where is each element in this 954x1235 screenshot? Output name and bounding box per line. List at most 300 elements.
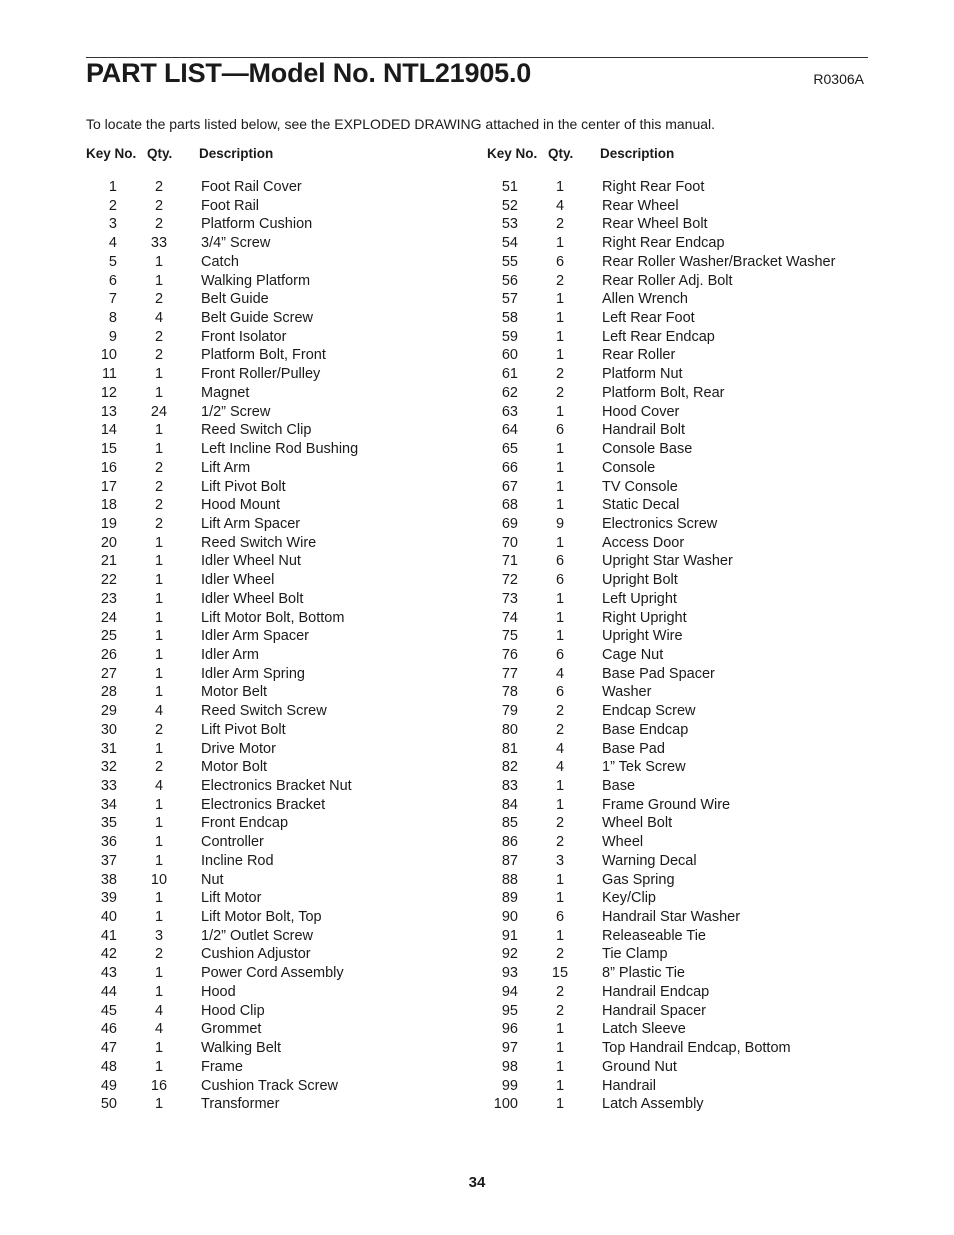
part-description: Magnet xyxy=(201,384,250,401)
part-qty: 2 xyxy=(154,216,164,233)
part-key-no: 37 xyxy=(100,852,117,869)
part-qty: 1 xyxy=(555,796,565,813)
part-description: Lift Arm xyxy=(201,459,251,476)
part-key-no: 54 xyxy=(501,235,518,252)
part-description: Hood Cover xyxy=(602,403,680,420)
part-description: Console xyxy=(602,459,656,476)
part-qty: 1 xyxy=(555,1040,565,1057)
part-description: Grommet xyxy=(201,1021,262,1038)
part-key-no: 15 xyxy=(100,441,117,458)
part-description: Transformer xyxy=(201,1096,280,1113)
part-description: Idler Wheel Nut xyxy=(201,553,301,570)
description-header: Description xyxy=(199,146,274,161)
part-description: Front Isolator xyxy=(201,328,287,345)
part-description: Cushion Adjustor xyxy=(201,946,311,963)
part-qty: 1 xyxy=(555,291,565,308)
part-qty: 1 xyxy=(555,534,565,551)
part-qty: 1 xyxy=(555,890,565,907)
part-qty: 1 xyxy=(555,628,565,645)
part-description: Lift Pivot Bolt xyxy=(201,721,286,738)
part-description: Platform Bolt, Front xyxy=(201,347,326,364)
part-description: Hood Mount xyxy=(201,497,280,514)
part-description: Console Base xyxy=(602,441,693,458)
part-qty: 1 xyxy=(154,253,164,270)
part-description: Upright Bolt xyxy=(602,572,678,589)
part-key-no: 25 xyxy=(100,628,117,645)
part-key-no: 56 xyxy=(501,272,518,289)
part-key-no: 87 xyxy=(501,852,518,869)
part-qty: 1 xyxy=(555,590,565,607)
part-qty: 1 xyxy=(555,347,565,364)
part-key-no: 96 xyxy=(501,1021,518,1038)
part-key-no: 22 xyxy=(100,572,117,589)
part-key-no: 59 xyxy=(501,328,518,345)
part-qty: 1 xyxy=(555,235,565,252)
part-qty: 4 xyxy=(154,310,164,327)
part-key-no: 66 xyxy=(501,459,518,476)
part-qty: 1 xyxy=(555,609,565,626)
part-qty: 15 xyxy=(551,965,569,982)
part-key-no: 8 xyxy=(108,310,117,327)
part-description: Electronics Bracket Nut xyxy=(201,778,352,794)
part-key-no: 21 xyxy=(100,553,117,570)
part-key-no: 60 xyxy=(501,347,518,364)
part-description: Tie Clamp xyxy=(602,946,668,963)
part-key-no: 74 xyxy=(501,609,518,626)
part-description: Idler Wheel xyxy=(201,572,275,589)
part-key-no: 53 xyxy=(501,216,518,233)
part-description: Upright Wire xyxy=(602,628,683,645)
part-qty: 1 xyxy=(154,272,164,289)
part-key-no: 93 xyxy=(501,965,518,982)
part-key-no: 20 xyxy=(100,534,117,551)
part-description: Idler Arm Spacer xyxy=(201,628,309,645)
part-key-no: 49 xyxy=(100,1077,117,1094)
part-qty: 1 xyxy=(555,403,565,420)
part-qty: 4 xyxy=(154,778,164,794)
part-description: Foot Rail xyxy=(201,197,260,214)
part-qty: 2 xyxy=(555,216,565,233)
part-description: Platform Bolt, Rear xyxy=(602,384,725,401)
part-key-no: 83 xyxy=(501,778,518,794)
part-key-no: 82 xyxy=(501,759,518,776)
part-key-no: 47 xyxy=(100,1040,117,1057)
part-description: Nut xyxy=(201,871,224,888)
part-key-no: 31 xyxy=(100,740,117,757)
part-description: Reed Switch Wire xyxy=(201,534,317,551)
part-key-no: 57 xyxy=(501,291,518,308)
part-key-no: 39 xyxy=(100,890,117,907)
part-qty: 1 xyxy=(154,609,164,626)
part-description: Motor Bolt xyxy=(201,759,268,776)
part-description: Latch Sleeve xyxy=(602,1021,686,1038)
part-qty: 2 xyxy=(154,179,164,195)
part-qty: 1 xyxy=(555,441,565,458)
part-qty: 1 xyxy=(154,422,164,439)
part-qty: 3 xyxy=(555,852,565,869)
part-description: Idler Wheel Bolt xyxy=(201,590,304,607)
part-qty: 6 xyxy=(555,572,565,589)
part-key-no: 98 xyxy=(501,1058,518,1075)
part-key-no: 46 xyxy=(100,1021,117,1038)
part-description: Left Upright xyxy=(602,590,677,607)
part-qty: 1 xyxy=(555,328,565,345)
part-key-no: 85 xyxy=(501,815,518,832)
part-key-no: 88 xyxy=(501,871,518,888)
part-key-no: 40 xyxy=(100,909,117,926)
part-key-no: 43 xyxy=(100,965,117,982)
part-description: Catch xyxy=(201,253,239,270)
part-qty: 2 xyxy=(555,272,565,289)
part-qty: 10 xyxy=(150,871,168,888)
part-description: Belt Guide Screw xyxy=(201,310,314,327)
part-qty: 3 xyxy=(154,927,164,944)
part-description: Right Upright xyxy=(602,609,687,626)
part-qty: 1 xyxy=(555,1058,565,1075)
part-key-no: 61 xyxy=(501,366,518,383)
part-qty: 1 xyxy=(555,1021,565,1038)
part-qty: 1 xyxy=(154,1040,164,1057)
part-description: Endcap Screw xyxy=(602,703,696,720)
part-key-no: 89 xyxy=(501,890,518,907)
part-qty: 1 xyxy=(154,441,164,458)
part-qty: 1 xyxy=(154,890,164,907)
part-qty: 1 xyxy=(154,815,164,832)
part-description: Upright Star Washer xyxy=(602,553,733,570)
part-qty: 1 xyxy=(154,366,164,383)
part-key-no: 3 xyxy=(108,216,117,233)
part-description: Base Endcap xyxy=(602,721,689,738)
part-description: Handrail Spacer xyxy=(602,1002,706,1019)
part-description: Top Handrail Endcap, Bottom xyxy=(602,1040,791,1057)
part-description: 1” Tek Screw xyxy=(602,759,686,776)
part-qty: 1 xyxy=(154,740,164,757)
part-qty: 24 xyxy=(150,403,168,420)
part-qty: 2 xyxy=(555,1002,565,1019)
part-qty: 2 xyxy=(555,815,565,832)
part-key-no: 14 xyxy=(100,422,117,439)
part-key-no: 95 xyxy=(501,1002,518,1019)
part-qty: 1 xyxy=(555,927,565,944)
part-qty: 1 xyxy=(154,965,164,982)
part-qty: 2 xyxy=(154,478,164,495)
part-key-no: 17 xyxy=(100,478,117,495)
part-key-no: 27 xyxy=(100,665,117,682)
part-qty: 1 xyxy=(555,497,565,514)
part-qty: 2 xyxy=(555,834,565,851)
key-no-header: Key No. xyxy=(487,146,538,161)
part-description: Lift Motor xyxy=(201,890,262,907)
part-key-no: 5 xyxy=(108,253,117,270)
part-description: Ground Nut xyxy=(602,1058,677,1075)
part-description: 3/4” Screw xyxy=(201,235,271,252)
part-qty: 2 xyxy=(555,703,565,720)
part-description: Belt Guide xyxy=(201,291,269,308)
part-key-no: 18 xyxy=(100,497,117,514)
part-description: Hood xyxy=(201,983,236,1000)
part-description: Front Endcap xyxy=(201,815,289,832)
part-key-no: 33 xyxy=(100,778,117,794)
intro-text: To locate the parts listed below, see the EXPLODED DRAWING attached in the center of this manual. xyxy=(86,116,716,132)
part-key-no: 19 xyxy=(100,515,117,532)
part-key-no: 70 xyxy=(501,534,518,551)
part-key-no: 13 xyxy=(100,403,117,420)
part-qty: 6 xyxy=(555,909,565,926)
part-qty: 33 xyxy=(150,235,168,252)
part-key-no: 90 xyxy=(501,909,518,926)
part-key-no: 32 xyxy=(100,759,117,776)
part-description: Power Cord Assembly xyxy=(201,965,344,982)
part-description: TV Console xyxy=(602,478,678,495)
part-qty: 4 xyxy=(154,1002,164,1019)
part-description: 1/2” Screw xyxy=(201,403,271,420)
part-description: Lift Pivot Bolt xyxy=(201,478,286,495)
part-key-no: 6 xyxy=(108,272,117,289)
part-description: Latch Assembly xyxy=(602,1096,704,1113)
part-description: Releaseable Tie xyxy=(602,927,706,944)
part-description: Base xyxy=(602,778,636,794)
part-key-no: 48 xyxy=(100,1058,117,1075)
part-key-no: 80 xyxy=(501,721,518,738)
part-description: Foot Rail Cover xyxy=(201,179,302,195)
part-qty: 1 xyxy=(154,852,164,869)
part-key-no: 26 xyxy=(100,646,117,663)
part-qty: 2 xyxy=(154,946,164,963)
part-key-no: 23 xyxy=(100,590,117,607)
part-qty: 16 xyxy=(150,1077,168,1094)
part-description: Base Pad xyxy=(602,740,665,757)
part-description: Wheel xyxy=(602,834,644,851)
part-qty: 1 xyxy=(154,628,164,645)
part-key-no: 71 xyxy=(501,553,518,570)
part-description: Right Rear Foot xyxy=(602,179,705,195)
part-key-no: 16 xyxy=(100,459,117,476)
part-description: Base Pad Spacer xyxy=(602,665,715,682)
part-key-no: 9 xyxy=(108,328,117,345)
part-description: Right Rear Endcap xyxy=(602,235,725,252)
part-description: Platform Cushion xyxy=(201,216,313,233)
part-key-no: 35 xyxy=(100,815,117,832)
part-description: Rear Roller xyxy=(602,347,676,364)
part-description: Walking Platform xyxy=(201,272,311,289)
part-description: Front Roller/Pulley xyxy=(201,366,321,383)
part-key-no: 76 xyxy=(501,646,518,663)
part-description: Gas Spring xyxy=(602,871,675,888)
part-qty: 1 xyxy=(555,871,565,888)
part-qty: 2 xyxy=(555,983,565,1000)
part-description: Handrail Endcap xyxy=(602,983,710,1000)
part-qty: 4 xyxy=(154,703,164,720)
part-description: Cushion Track Screw xyxy=(201,1077,338,1094)
part-description: Lift Motor Bolt, Bottom xyxy=(201,609,345,626)
part-description: Drive Motor xyxy=(201,740,276,757)
part-qty: 1 xyxy=(154,553,164,570)
part-description: Idler Arm xyxy=(201,646,260,663)
part-qty: 1 xyxy=(555,778,565,794)
part-qty: 1 xyxy=(154,1096,164,1113)
part-qty: 1 xyxy=(555,478,565,495)
part-key-no: 50 xyxy=(100,1096,117,1113)
part-key-no: 73 xyxy=(501,590,518,607)
part-key-no: 64 xyxy=(501,422,518,439)
part-description: Left Rear Foot xyxy=(602,310,695,327)
part-description: Lift Motor Bolt, Top xyxy=(201,909,322,926)
part-key-no: 41 xyxy=(100,927,117,944)
part-qty: 2 xyxy=(555,721,565,738)
part-qty: 1 xyxy=(154,665,164,682)
part-qty: 2 xyxy=(154,721,164,738)
document-code: R0306A xyxy=(813,71,864,87)
part-key-no: 4 xyxy=(108,235,117,252)
part-qty: 1 xyxy=(154,534,164,551)
part-description: Reed Switch Clip xyxy=(201,422,312,439)
part-qty: 1 xyxy=(555,179,565,195)
part-description: Warning Decal xyxy=(602,852,697,869)
part-qty: 1 xyxy=(555,459,565,476)
part-key-no: 69 xyxy=(501,515,518,532)
part-qty: 1 xyxy=(154,646,164,663)
part-description: Controller xyxy=(201,834,264,851)
part-key-no: 75 xyxy=(501,628,518,645)
part-qty: 1 xyxy=(154,909,164,926)
key-no-header: Key No. xyxy=(86,146,137,161)
part-description: Reed Switch Screw xyxy=(201,703,327,720)
part-description: Rear Wheel xyxy=(602,197,679,214)
part-description: Allen Wrench xyxy=(602,291,688,308)
part-key-no: 29 xyxy=(100,703,117,720)
part-key-no: 55 xyxy=(501,253,518,270)
part-key-no: 7 xyxy=(108,291,117,308)
part-description: Rear Roller Washer/Bracket Washer xyxy=(602,253,836,270)
part-qty: 6 xyxy=(555,422,565,439)
page-number: 34 xyxy=(468,1174,486,1191)
part-key-no: 10 xyxy=(100,347,117,364)
part-key-no: 77 xyxy=(501,665,518,682)
part-qty: 4 xyxy=(555,759,565,776)
part-description: Incline Rod xyxy=(201,852,274,869)
part-description: Rear Wheel Bolt xyxy=(602,216,708,233)
part-key-no: 11 xyxy=(101,366,117,383)
part-description: Frame xyxy=(201,1058,243,1075)
part-key-no: 24 xyxy=(100,609,117,626)
part-key-no: 30 xyxy=(100,721,117,738)
part-qty: 1 xyxy=(154,834,164,851)
part-description: Left Incline Rod Bushing xyxy=(201,441,359,458)
part-qty: 6 xyxy=(555,646,565,663)
part-qty: 4 xyxy=(555,740,565,757)
part-key-no: 44 xyxy=(100,983,117,1000)
part-description: Access Door xyxy=(602,534,685,551)
part-key-no: 52 xyxy=(501,197,518,214)
part-qty: 1 xyxy=(154,590,164,607)
part-description: Key/Clip xyxy=(602,890,656,907)
part-qty: 2 xyxy=(154,328,164,345)
part-key-no: 34 xyxy=(100,796,117,813)
part-qty: 6 xyxy=(555,253,565,270)
part-description: Left Rear Endcap xyxy=(602,328,715,345)
part-key-no: 42 xyxy=(100,946,117,963)
part-qty: 1 xyxy=(154,572,164,589)
part-description: Lift Arm Spacer xyxy=(201,515,301,532)
part-qty: 2 xyxy=(154,497,164,514)
part-qty: 2 xyxy=(154,459,164,476)
part-description: Electronics Screw xyxy=(602,515,718,532)
part-description: 1/2” Outlet Screw xyxy=(201,927,314,944)
part-key-no: 67 xyxy=(501,478,518,495)
part-key-no: 81 xyxy=(501,740,518,757)
part-description: Handrail Bolt xyxy=(602,422,686,439)
part-description: Walking Belt xyxy=(201,1040,282,1057)
part-description: Wheel Bolt xyxy=(602,815,673,832)
part-description: Hood Clip xyxy=(201,1002,265,1019)
part-qty: 1 xyxy=(555,1077,565,1094)
page-title: PART LIST—Model No. NTL21905.0 xyxy=(86,58,532,88)
part-key-no: 65 xyxy=(501,441,518,458)
part-key-no: 84 xyxy=(501,796,518,813)
description-header: Description xyxy=(600,146,675,161)
part-qty: 2 xyxy=(154,759,164,776)
part-description: Idler Arm Spring xyxy=(201,665,305,682)
part-key-no: 79 xyxy=(501,703,518,720)
part-qty: 2 xyxy=(555,366,565,383)
part-key-no: 86 xyxy=(501,834,518,851)
part-key-no: 38 xyxy=(100,871,117,888)
part-qty: 6 xyxy=(555,553,565,570)
part-qty: 2 xyxy=(555,384,565,401)
part-qty: 2 xyxy=(154,515,164,532)
part-key-no: 2 xyxy=(108,197,117,214)
part-key-no: 12 xyxy=(100,384,117,401)
part-key-no: 92 xyxy=(501,946,518,963)
part-description: Static Decal xyxy=(602,497,680,514)
part-key-no: 36 xyxy=(100,834,117,851)
part-qty: 4 xyxy=(154,1021,164,1038)
part-qty: 1 xyxy=(555,1096,565,1113)
part-key-no: 63 xyxy=(501,403,518,420)
part-qty: 2 xyxy=(555,946,565,963)
part-key-no: 58 xyxy=(501,310,518,327)
part-qty: 1 xyxy=(154,684,164,701)
part-description: 8” Plastic Tie xyxy=(602,965,685,982)
part-qty: 4 xyxy=(555,665,565,682)
part-qty: 1 xyxy=(555,310,565,327)
part-description: Handrail Star Washer xyxy=(602,909,741,926)
part-qty: 2 xyxy=(154,291,164,308)
part-qty: 9 xyxy=(555,515,565,532)
part-qty: 4 xyxy=(555,197,565,214)
part-qty: 6 xyxy=(555,684,565,701)
part-key-no: 91 xyxy=(501,927,518,944)
part-key-no: 94 xyxy=(501,983,518,1000)
qty-header: Qty. xyxy=(147,146,173,161)
part-qty: 1 xyxy=(154,1058,164,1075)
part-description: Cage Nut xyxy=(602,646,664,663)
part-key-no: 1 xyxy=(108,179,117,195)
part-description: Electronics Bracket xyxy=(201,796,326,813)
part-key-no: 78 xyxy=(501,684,518,701)
part-key-no: 97 xyxy=(501,1040,518,1057)
part-key-no: 62 xyxy=(501,384,518,401)
part-key-no: 99 xyxy=(501,1077,518,1094)
part-qty: 2 xyxy=(154,347,164,364)
part-description: Handrail xyxy=(602,1077,656,1094)
part-key-no: 45 xyxy=(100,1002,117,1019)
part-qty: 1 xyxy=(154,796,164,813)
part-description: Platform Nut xyxy=(602,366,683,383)
part-description: Frame Ground Wire xyxy=(602,796,731,813)
part-qty: 2 xyxy=(154,197,164,214)
part-description: Rear Roller Adj. Bolt xyxy=(602,272,733,289)
